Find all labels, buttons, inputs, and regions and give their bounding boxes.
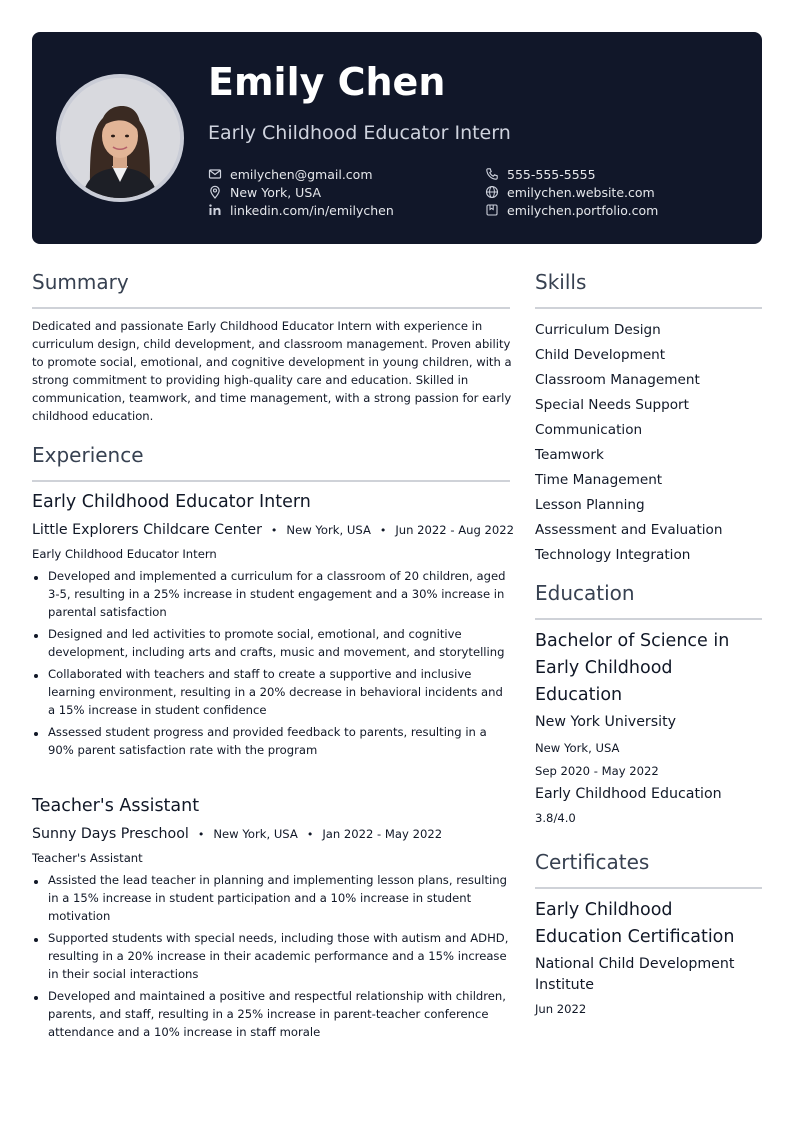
job-position: Teacher's Assistant [32,851,143,865]
separator-dot: • [306,828,314,841]
certificate-date: Jun 2022 [535,1002,587,1016]
job-dates: Jan 2022 - May 2022 [322,827,443,841]
job-bullets [32,567,512,763]
contact-portfolio[interactable] [485,201,658,219]
job-position: Early Childhood Educator Intern [32,547,217,561]
portfolio-icon [485,203,499,217]
bullet-item: Supported students with special needs, including those with autism and ADHD, resulting in a 20% increase in their academic performance and a 15% increase in their social interactions [32,929,512,983]
bullet-item: Assessed student progress and provided feedback to parents, resulting in a 90% parent satisfaction rate with the program [32,723,512,759]
certificates-divider [535,887,762,889]
certificate-name: Early Childhood Education Certification [535,900,735,947]
job-company: Little Explorers Childcare Center [32,522,262,538]
skill-item: Lesson Planning [535,497,645,513]
separator-dot: • [379,524,387,537]
skill-item: Special Needs Support [535,397,689,413]
contact-location [208,183,321,201]
job-dates: Jun 2022 - Aug 2022 [395,523,515,537]
bullet-item: Developed and maintained a positive and respectful relationship with children, parents, and staff, resulting in a 25% increase in parent-teacher conference attendance and a 10% increase in staff morale [32,987,512,1041]
experience-heading: Experience [32,443,144,467]
profile-photo-icon [60,78,180,198]
candidate-role: Early Childhood Educator Intern [208,122,511,144]
education-degree: Bachelor of Science in Early Childhood Education [535,631,730,705]
education-heading: Education [535,581,635,605]
education-gpa: 3.8/4.0 [535,811,576,825]
skill-item: Communication [535,422,643,438]
linkedin-icon [208,203,222,217]
mail-icon [208,167,222,181]
contact-email[interactable] [208,165,373,183]
bullet-item: Developed and implemented a curriculum for a classroom of 20 children, aged 3-5, resulting in a 25% increase in student engagement and a 30% increase in parental satisfaction [32,567,512,621]
bullet-item: Collaborated with teachers and staff to create a supportive and inclusive learning environment, resulting in a 20% decrease in behavioral incidents and a 15% increase in student confidence [32,665,512,719]
skill-item: Time Management [535,472,663,488]
education-field: Early Childhood Education [535,786,722,802]
skills-heading: Skills [535,270,587,294]
education-school: New York University [535,714,677,730]
job-meta-line [32,826,442,842]
summary-divider [32,307,510,309]
skill-item: Teamwork [535,447,604,463]
phone-icon [485,167,499,181]
bullet-item: Designed and led activities to promote social, emotional, and cognitive development, including arts and crafts, music and movement, and storytelling [32,625,512,661]
skill-item: Curriculum Design [535,322,661,338]
skill-item: Assessment and Evaluation [535,522,723,538]
skill-item: Child Development [535,347,666,363]
contact-website[interactable] [485,183,655,201]
bullet-item: Assisted the lead teacher in planning and implementing lesson plans, resulting in a 15% increase in student participation and a 10% increase in student motivation [32,871,512,925]
globe-icon [485,185,499,199]
skill-item: Classroom Management [535,372,700,388]
job-company: Sunny Days Preschool [32,826,189,842]
skills-divider [535,307,762,309]
map-pin-icon [208,185,222,199]
contact-phone[interactable] [485,165,596,183]
contact-phone-text: 555-555-5555 [507,166,596,182]
skill-item: Technology Integration [535,547,691,563]
contact-location-text: New York, USA [230,184,322,200]
profile-photo [56,74,184,202]
job-location: New York, USA [286,523,371,537]
education-location: New York, USA [535,741,620,755]
contact-portfolio-text: emilychen.portfolio.com [507,202,659,218]
certificates-heading: Certificates [535,850,650,874]
separator-dot: • [197,828,205,841]
contact-email-text: emilychen@gmail.com [230,166,373,182]
summary-heading: Summary [32,270,129,294]
job-title: Early Childhood Educator Intern [32,492,311,512]
candidate-name: Emily Chen [208,60,446,104]
education-dates: Sep 2020 - May 2022 [535,764,659,778]
education-divider [535,618,762,620]
experience-divider [32,480,510,482]
certificate-issuer: National Child Development Institute [535,956,735,993]
skills-list [535,318,723,568]
job-title: Teacher's Assistant [32,796,200,816]
job-meta-line [32,522,514,538]
job-bullets [32,871,512,1045]
contact-linkedin-text: linkedin.com/in/emilychen [230,202,394,218]
separator-dot: • [270,524,278,537]
summary-text: Dedicated and passionate Early Childhood Educator Intern with experience in curriculum design, child development, and classroom management. Proven ability to promote social, emotional, and cognitive development in young children, with a strong commitment to providing high-quality care and education. Skilled in communication, teamwork, and time management, with a strong passion for early childhood education. [32,319,512,423]
resume-header [32,32,762,244]
job-location: New York, USA [213,827,298,841]
contact-linkedin[interactable] [208,201,394,219]
contact-website-text: emilychen.website.com [507,184,655,200]
